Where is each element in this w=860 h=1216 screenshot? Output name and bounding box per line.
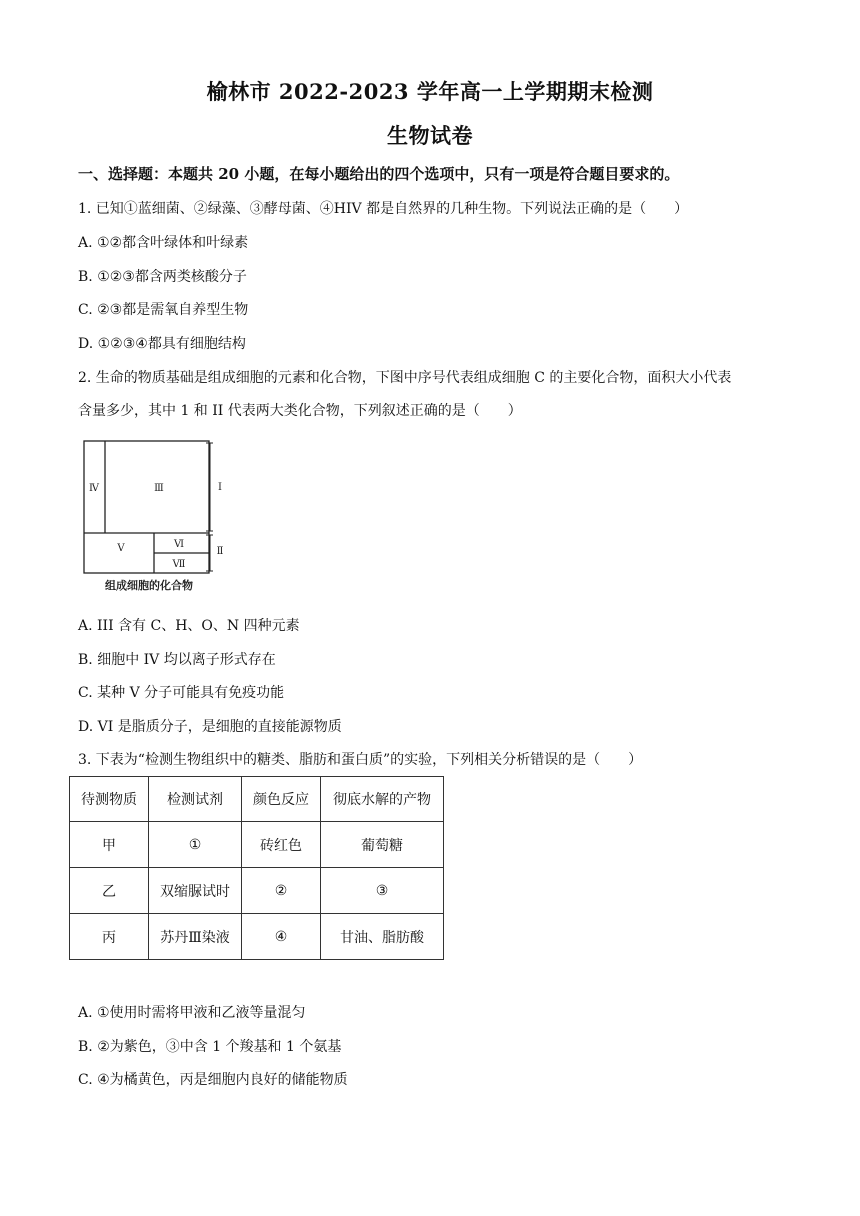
q2-stem-line1: 2. 生命的物质基础是组成细胞的元素和化合物，下图中序号代表组成细胞 C 的主要化合物，面积大小代表	[78, 370, 732, 386]
q2-option-d: D. VI 是脂质分子，是细胞的直接能源物质	[78, 719, 342, 735]
q2-option-a: A. III 含有 C、H、O、N 四种元素	[78, 618, 300, 634]
label-iv: Ⅳ	[89, 483, 99, 494]
label-vi: Ⅵ	[173, 539, 185, 550]
table-cell: 甲	[70, 822, 149, 868]
table-header-cell: 彻底水解的产物	[321, 777, 444, 822]
q3-stem: 3. 下表为“检测生物组织中的糖类、脂肪和蛋白质”的实验，下列相关分析错误的是（ ）	[78, 752, 643, 768]
table-cell: 双缩脲试时	[149, 868, 242, 914]
q1-option-b: B. ①②③都含两类核酸分子	[78, 269, 247, 285]
table-header-cell: 检测试剂	[149, 777, 242, 822]
table-header-row	[70, 777, 444, 822]
table-cell: 丙	[70, 914, 149, 960]
q3-option-c: C. ④为橘黄色，丙是细胞内良好的储能物质	[78, 1072, 348, 1088]
q1-option-d: D. ①②③④都具有细胞结构	[78, 336, 246, 352]
section-heading: 一、选择题：本题共 20 小题，在每小题给出的四个选项中，只有一项是符合题目要求的。	[78, 165, 680, 183]
q3-option-a: A. ①使用时需将甲液和乙液等量混匀	[78, 1005, 306, 1021]
table-row	[70, 822, 444, 868]
table-row	[70, 914, 444, 960]
table-cell: 苏丹Ⅲ染液	[149, 914, 242, 960]
q3-table	[69, 776, 444, 960]
label-i: Ⅰ	[218, 482, 222, 493]
table-cell: 乙	[70, 868, 149, 914]
table-cell: ④	[242, 914, 321, 960]
table-cell: ②	[242, 868, 321, 914]
compound-diagram	[79, 437, 239, 595]
table-cell: ①	[149, 822, 242, 868]
label-iii: Ⅲ	[154, 483, 164, 494]
q2-option-b: B. 细胞中 IV 均以离子形式存在	[78, 652, 276, 668]
q2-stem-line2: 含量多少，其中 1 和 II 代表两大类化合物，下列叙述正确的是（ ）	[78, 403, 522, 419]
table-cell: ③	[321, 868, 444, 914]
table-cell: 甘油、脂肪酸	[321, 914, 444, 960]
q3-option-b: B. ②为紫色，③中含 1 个羧基和 1 个氨基	[78, 1039, 342, 1055]
label-ii: Ⅱ	[216, 546, 224, 557]
table-cell: 葡萄糖	[321, 822, 444, 868]
table-header-cell: 颜色反应	[242, 777, 321, 822]
table-cell: 砖红色	[242, 822, 321, 868]
q1-option-c: C. ②③都是需氧自养型生物	[78, 302, 249, 318]
label-vii: Ⅶ	[172, 559, 186, 570]
diagram-caption: 组成细胞的化合物	[105, 579, 193, 592]
exam-subtitle: 生物试卷	[387, 123, 473, 148]
table-row	[70, 868, 444, 914]
label-v: Ⅴ	[117, 543, 125, 554]
exam-title: 榆林市 2022-2023 学年高一上学期期末检测	[206, 79, 654, 104]
table-header-cell: 待测物质	[70, 777, 149, 822]
q2-option-c: C. 某种 V 分子可能具有免疫功能	[78, 685, 285, 701]
q1-stem: 1. 已知①蓝细菌、②绿藻、③酵母菌、④HIV 都是自然界的几种生物。下列说法正确的是（ ）	[78, 201, 689, 217]
q1-option-a: A. ①②都含叶绿体和叶绿素	[78, 235, 249, 251]
